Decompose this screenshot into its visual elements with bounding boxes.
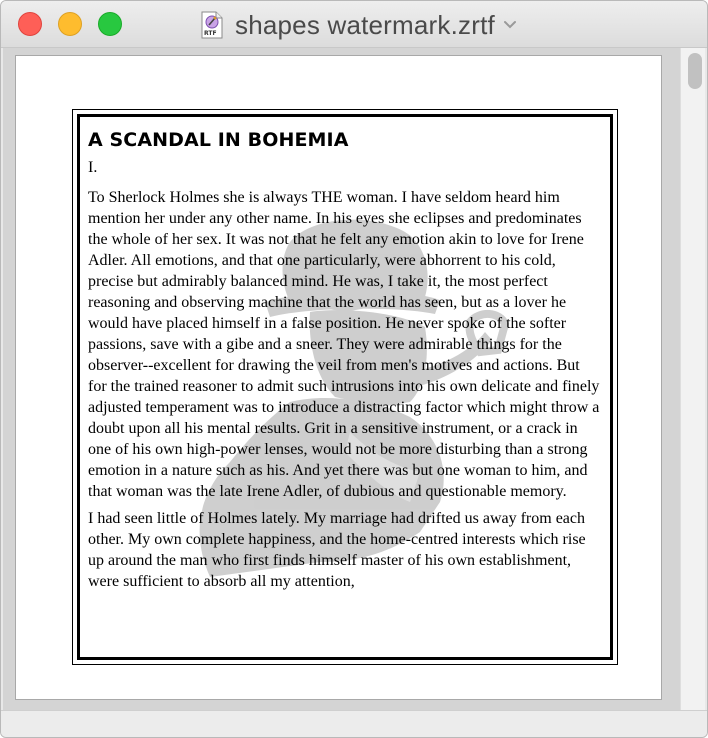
file-icon-label: RTF — [204, 30, 217, 37]
close-window-button[interactable] — [18, 12, 42, 36]
document-heading: A SCANDAL IN BOHEMIA — [88, 129, 349, 151]
minimize-window-button[interactable] — [58, 12, 82, 36]
rtf-document-icon — [201, 11, 223, 39]
title-bar[interactable] — [1, 1, 707, 48]
paragraph: I had seen little of Holmes lately. My marriage had drifted us away from each other. My own complete happiness, and the home-centred interests which rise up around the man who first finds himself master of his own establishment, were sufficient to absorb all my attention, — [88, 510, 586, 590]
zoom-window-button[interactable] — [98, 12, 122, 36]
document-scroll-area[interactable] — [3, 48, 705, 710]
page-border-inner — [77, 114, 613, 660]
chapter-number: I. — [88, 159, 98, 176]
paragraph: To Sherlock Holmes she is always THE woman. I have seldom heard him mention her under any other name. In his eyes she eclipses and predominates the whole of her sex. It was not that he felt any emotion akin to love for Irene Adler. All emotions, and that one particularly, were abhorrent to his cold, precise but admirably balanced mind. He was, I take it, the most perfect reasoning and observing machine that the world has seen, but as a lover he would have placed himself in a false position. He never spoke of the softer passions, save with a gibe and a sneer. They were admirable things for the observer--excellent for drawing the veil from men's motives and actions. But for the trained reasoner to admit such intrusions into his own delicate and finely adjusted temperament was to introduce a distracting factor which might throw a doubt upon all his mental results. Grit in a sensitive instrument, or a crack in one of his own high-power lenses, would not be more disturbing than a strong emotion in a nature such as his. And yet there was but one woman to him, and that woman was the late Irene Adler, of dubious and questionable memory. — [88, 189, 600, 500]
chevron-down-icon[interactable] — [503, 17, 517, 35]
window-title: shapes watermark.zrtf — [235, 9, 495, 40]
vertical-scrollbar[interactable] — [680, 48, 705, 710]
document-text[interactable] — [80, 117, 610, 592]
page-border-outer — [72, 109, 618, 665]
document-page[interactable] — [15, 55, 662, 700]
scrollbar-thumb[interactable] — [688, 53, 702, 89]
window-title-group[interactable] — [201, 9, 517, 41]
window-bottom-bar — [1, 710, 707, 738]
